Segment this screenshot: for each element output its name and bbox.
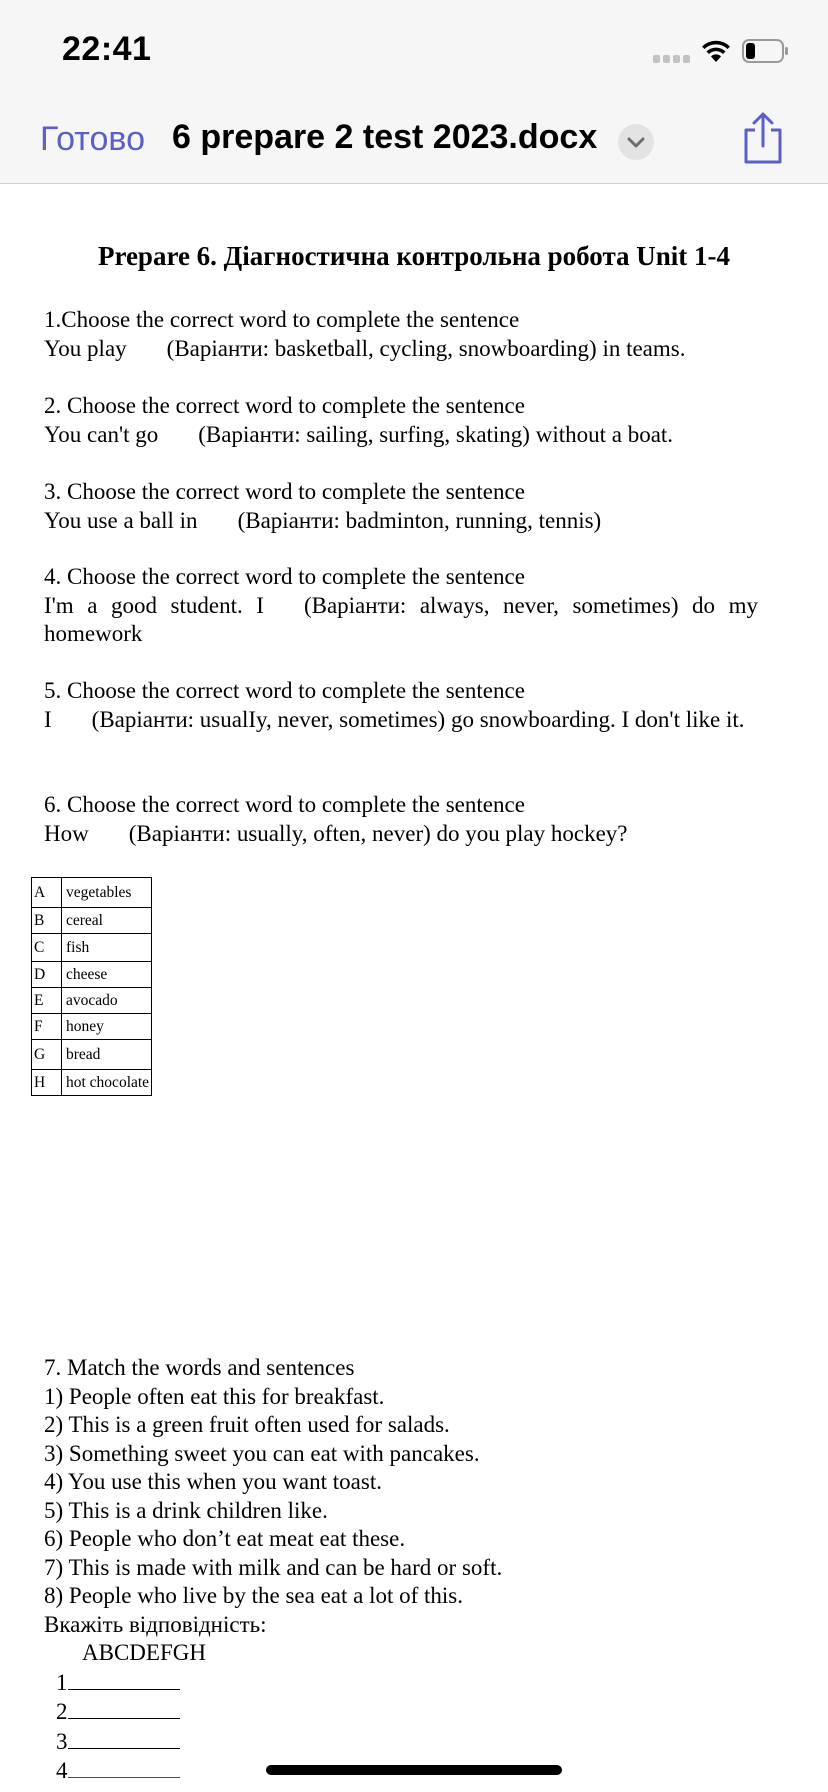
match-sentence: 3) Something sweet you can eat with pancakes. bbox=[44, 1440, 480, 1466]
document-title[interactable]: 6 prepare 2 test 2023.docx bbox=[172, 118, 598, 156]
question-prompt: 3. Choose the correct word to complete the sentence bbox=[44, 479, 525, 504]
table-cell-letter: H bbox=[32, 1070, 62, 1096]
home-indicator[interactable] bbox=[266, 1765, 562, 1775]
question-sentence: You play (Варіанти: basketball, cycling, snowboarding) in teams. bbox=[44, 335, 686, 361]
table-row bbox=[32, 878, 152, 908]
match-instruction: Вкажіть відповідність: bbox=[44, 1611, 267, 1637]
food-table bbox=[31, 877, 152, 1096]
match-sentence: 5) This is a drink children like. bbox=[44, 1497, 328, 1523]
question-sentence: I'm a good student. I (Варіанти: always, never, sometimes) do my homework bbox=[44, 592, 758, 646]
chevron-down-icon[interactable] bbox=[618, 124, 654, 160]
answer-line: 1 bbox=[44, 1668, 758, 1698]
table-cell-word: bread bbox=[62, 1040, 152, 1070]
table-row bbox=[32, 1070, 152, 1096]
question-sentence: You use a ball in (Варіанти: badminton, running, tennis) bbox=[44, 507, 602, 533]
question-4 bbox=[44, 563, 758, 649]
question-prompt: 5. Choose the correct word to complete the sentence bbox=[44, 678, 525, 703]
status-time: 22:41 bbox=[62, 30, 152, 68]
question-sentence: You can't go (Варіанти: sailing, surfing, skating) without a boat. bbox=[44, 421, 674, 447]
table-row bbox=[32, 1014, 152, 1040]
match-title: 7. Match the words and sentences bbox=[44, 1355, 355, 1380]
table-cell-word: vegetables bbox=[62, 878, 152, 908]
match-sentence: 2) This is a green fruit often used for salads. bbox=[44, 1412, 450, 1437]
table-row bbox=[32, 908, 152, 934]
document-view[interactable] bbox=[0, 185, 828, 1792]
table-cell-letter: A bbox=[32, 878, 62, 908]
match-sentence: 8) People who live by the sea eat a lot of this. bbox=[44, 1583, 464, 1608]
share-icon[interactable] bbox=[740, 112, 786, 164]
match-sentence: 4) You use this when you want toast. bbox=[44, 1469, 382, 1494]
table-row bbox=[32, 988, 152, 1014]
table-cell-word: fish bbox=[62, 934, 152, 962]
cellular-signal-icon bbox=[653, 55, 691, 63]
table-cell-word: hot chocolate bbox=[62, 1070, 152, 1096]
answer-line: 4 bbox=[44, 1756, 758, 1786]
question-prompt: 2. Choose the correct word to complete the sentence bbox=[44, 393, 525, 418]
answer-line: 3 bbox=[44, 1727, 758, 1757]
answer-letters: ABCDEFGH bbox=[82, 1640, 206, 1665]
match-sentence: 6) People who don’t eat meat eat these. bbox=[44, 1526, 406, 1551]
table-cell-word: avocado bbox=[62, 988, 152, 1014]
question-sentence: I (Варіанти: usualIy, never, sometimes) go snowboarding. I don't like it. bbox=[44, 706, 745, 732]
question-6 bbox=[44, 791, 758, 848]
answer-line: 2 bbox=[44, 1697, 758, 1727]
table-cell-word: cheese bbox=[62, 962, 152, 988]
question-prompt: 4. Choose the correct word to complete the sentence bbox=[44, 564, 525, 589]
table-row bbox=[32, 962, 152, 988]
top-bar bbox=[0, 0, 828, 184]
battery-icon bbox=[742, 39, 788, 63]
table-cell-word: honey bbox=[62, 1014, 152, 1040]
match-section bbox=[44, 1354, 758, 1786]
table-cell-letter: G bbox=[32, 1040, 62, 1070]
table-cell-letter: E bbox=[32, 988, 62, 1014]
table-cell-letter: F bbox=[32, 1014, 62, 1040]
match-sentence: 7) This is made with milk and can be hard or soft. bbox=[44, 1554, 503, 1580]
question-1 bbox=[44, 306, 758, 363]
table-cell-letter: B bbox=[32, 908, 62, 934]
question-3 bbox=[44, 478, 758, 535]
table-cell-word: cereal bbox=[62, 908, 152, 934]
question-prompt: 6. Choose the correct word to complete the sentence bbox=[44, 792, 525, 817]
question-prompt: 1.Choose the correct word to complete the sentence bbox=[44, 307, 520, 332]
table-cell-letter: C bbox=[32, 934, 62, 962]
question-sentence: How (Варіанти: usually, often, never) do you play hockey? bbox=[44, 820, 628, 846]
wifi-icon bbox=[700, 37, 732, 63]
match-sentence: 1) People often eat this for breakfast. bbox=[44, 1383, 385, 1409]
table-cell-letter: D bbox=[32, 962, 62, 988]
question-5 bbox=[44, 677, 758, 734]
question-2 bbox=[44, 392, 758, 449]
done-button[interactable]: Готово bbox=[40, 120, 145, 158]
document-heading: Prepare 6. Діагностична контрольна робота Unit 1-4 bbox=[97, 241, 731, 271]
table-row bbox=[32, 934, 152, 962]
table-row bbox=[32, 1040, 152, 1070]
